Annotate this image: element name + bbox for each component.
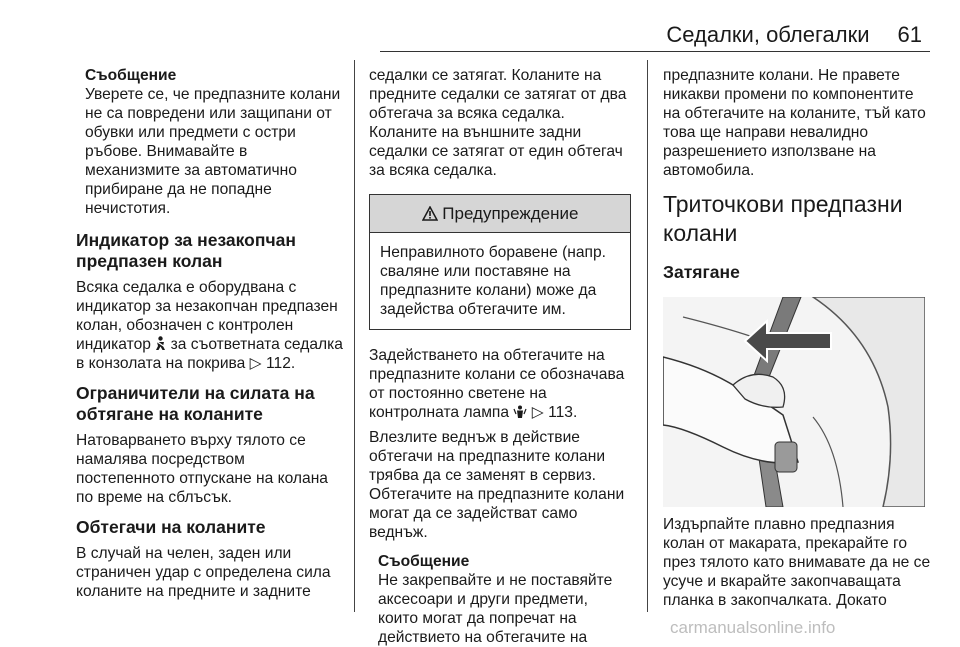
column-divider-2 (647, 60, 648, 612)
paragraph-fasten: Издърпайте плавно предпазния колан от макарата, прекарайте го през тялото като внимавате да не се усуче и вкарайте закопчаващата планка в закопчалката. Докато (663, 516, 931, 609)
heading-tensioners: Обтегачи на коланите (76, 517, 266, 537)
note-body: Не закрепвайте и не поставяйте аксесоари и други предмети, които могат да попречат на действието на обтегачите на (378, 572, 613, 646)
note-box (369, 552, 631, 647)
paragraph-indicator: Всяка седалка е оборудвана с индикатор за незакопчан предпазен колан, обозначен с контролен индикатор за съответната седалка в конзолата на покрива ▷ 112. (76, 279, 343, 372)
column-3 (663, 66, 931, 610)
heading-three-point-belts: Триточкови предпазни колани (663, 191, 903, 246)
paragraph-continued: седалки се затягат. Коланите на предните седалки се затягат от два обтегача за всяка седалка. Коланите на външните задни седалки се затягат от един обтегач за всяка седалка. (369, 67, 627, 179)
page-ref-arrow-icon: ▷ (531, 404, 544, 421)
paragraph-limiters: Натоварването върху тялото се намалява посредством постепенното отпускане на колана по време на сблъсък. (76, 432, 328, 506)
warning-header: Предупреждение (370, 195, 630, 233)
heading-fastening: Затягане (663, 262, 740, 282)
warning-body: Неправилното боравене (напр. сваляне или поставяне на предпазните колани) може да задейства обтегачите им. (380, 244, 607, 318)
paragraph-tensioners: В случай на челен, заден или страничен удар с определена сила коланите на предните и задните (76, 545, 331, 600)
warning-triangle-icon (422, 206, 438, 221)
paragraph-continued: предпазните колани. Не правете никакви промени по компонентите на обтегачите на коланите, тъй като това ще направи невалидно разрешението използване на автомобила. (663, 67, 926, 179)
page-ref-arrow-icon: ▷ (249, 355, 262, 372)
seatbelt-person-icon (155, 336, 166, 351)
watermark: carmanualsonline.info (670, 618, 836, 637)
note-box (76, 66, 344, 218)
column-1 (76, 66, 344, 601)
column-2 (369, 66, 631, 647)
note-title: Съобщение (378, 553, 470, 570)
seatbelt-fastening-illustration (663, 297, 925, 507)
header-rule (380, 51, 930, 52)
page-number: 61 (897, 22, 922, 47)
paragraph-once: Влезлите веднъж в действие обтегачи на предпазните колани трябва да се заменят в сервиз. Обтегачите на предпазните колани могат да се задействат само веднъж. (369, 429, 625, 541)
heading-indicator: Индикатор за незакопчан предпазен колан (76, 230, 296, 271)
warning-box (369, 194, 631, 330)
paragraph-activation: Задействането на обтегачите на предпазните колани се обозначава от постоянно светене на контролната лампа ▷ 113. (369, 347, 625, 421)
column-divider-1 (354, 60, 355, 612)
belt-tensioner-lamp-icon (513, 405, 527, 419)
note-title: Съобщение (85, 67, 177, 84)
heading-limiters: Ограничители на силата на обтягане на коланите (76, 383, 315, 424)
note-body: Уверете се, че предпазните колани не са повредени или защипани от обувки или предмети с остри ръбове. Внимавайте в механизмите за автоматично прибиране да не попадне нечистотия. (85, 86, 341, 217)
header-title: Седалки, облегалки (666, 22, 870, 47)
page-header (666, 22, 922, 48)
